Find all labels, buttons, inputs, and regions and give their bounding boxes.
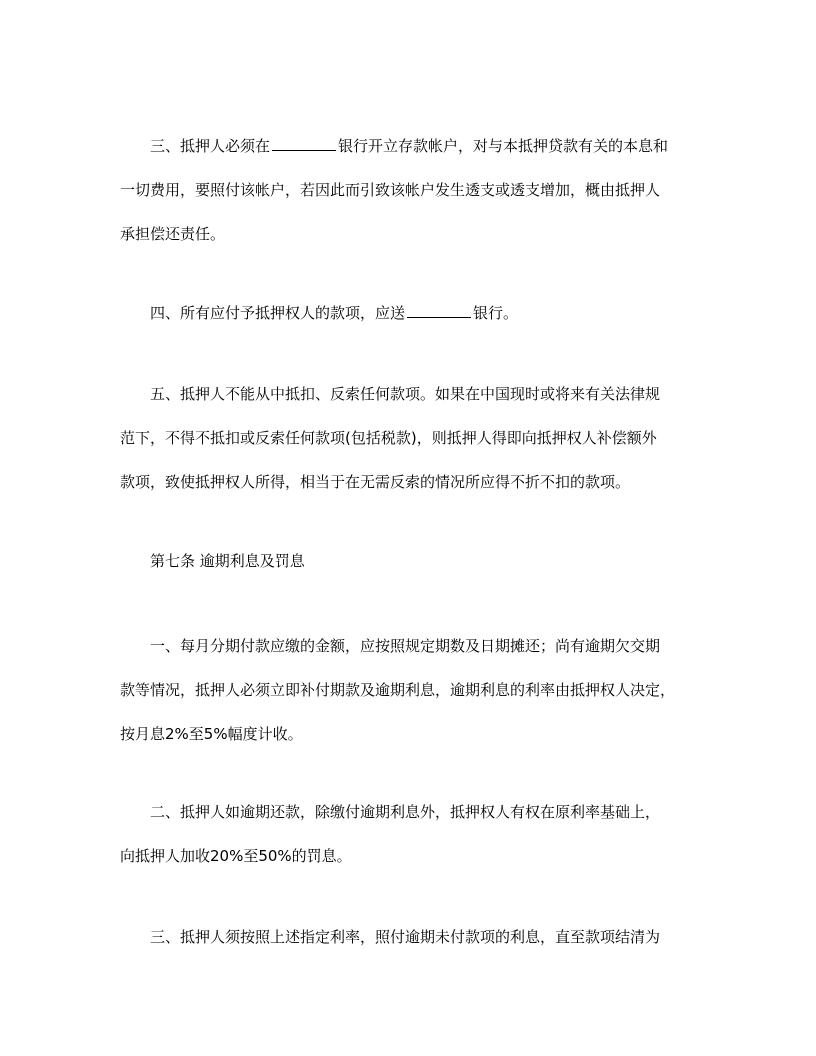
text-line: 承担偿还责任。 [120, 225, 226, 243]
text-line: 二、抵押人如逾期还款，除缴付逾期利息外，抵押权人有权在原利率基础上， [150, 803, 661, 821]
fill-in-blank [407, 302, 471, 318]
text-segment: 三、抵押人必须在 [150, 137, 271, 155]
text-line: 三、抵押人须按照上述指定利率，照付逾期未付款项的利息，直至款项结清为 [150, 928, 661, 946]
paragraph-deposit-account [120, 124, 700, 256]
article-seven-heading: 第七条 逾期利息及罚息 [150, 552, 305, 570]
fill-in-blank [272, 135, 336, 151]
text-line: 按月息2%至5%幅度计收。 [120, 725, 303, 743]
text-line [120, 124, 700, 168]
paragraph-interest-until-settled [120, 915, 700, 959]
text-segment: 银行开立存款帐户，对与本抵押贷款有关的本息和 [338, 137, 669, 155]
text-line: 范下，不得不抵扣或反索任何款项(包括税款)，则抵押人得即向抵押权人补偿额外 [120, 429, 657, 447]
text-line: 款项，致使抵押权人所得，相当于在无需反索的情况所应得不折不扣的款项。 [120, 473, 631, 491]
text-line: 一、每月分期付款应缴的金额，应按照规定期数及日期摊还；尚有逾期欠交期 [150, 637, 661, 655]
paragraph-penalty-interest [120, 790, 700, 878]
text-line [120, 291, 700, 335]
text-segment: 四、所有应付予抵押权人的款项，应送 [150, 304, 406, 322]
text-line: 一切费用，要照付该帐户，若因此而引致该帐户发生透支或透支增加，概由抵押人 [120, 181, 661, 199]
text-line: 款等情况，抵押人必须立即补付期款及逾期利息，逾期利息的利率由抵押权人决定， [120, 681, 676, 699]
paragraph-no-deduction [120, 372, 700, 504]
text-segment: 银行。 [473, 304, 519, 322]
text-line: 五、抵押人不能从中抵扣、反索任何款项。如果在中国现时或将来有关法律规 [150, 385, 661, 403]
text-line: 向抵押人加收20%至50%的罚息。 [120, 847, 352, 865]
paragraph-payment-bank [120, 291, 700, 335]
paragraph-overdue-interest [120, 624, 700, 756]
